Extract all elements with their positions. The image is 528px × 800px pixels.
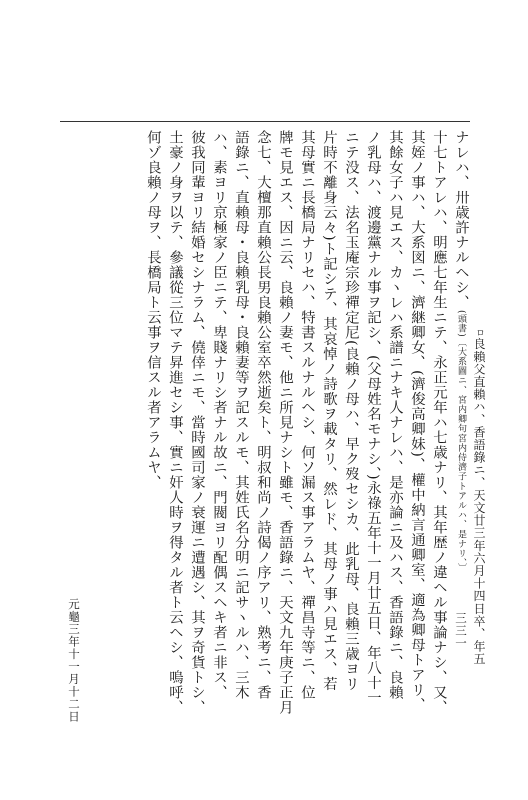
text-line-6: ニテ没ス、法名玉庵宗珍禪定尼(良賴ノ母ハ、早ク歿セシカ、此乳母、良賴三歳ヨリ — [343, 130, 359, 692]
text-line-15: 何ゾ良賴ノ母ヲ、長橋局ト云事ヲ信スル者アラムヤ、 — [145, 130, 161, 490]
text-line-7: 片時不離身云々)ト記シテ、其哀悼ノ詩歌ヲ載タリ、然レド、其母ノ事ハ見エス、若 — [321, 130, 337, 692]
text-line-12: ハ、素ヨリ京極家ノ臣ニテ、卑賤ナリシ者ナル故ニ、門閥ヨリ配偶スヘキ者ニ非ス、 — [211, 130, 227, 700]
text-line-1 — [453, 130, 469, 573]
text-line-9: 牌モ見エス、因ニ云、良賴ノ妻モ、他ニ所見ナシト雖モ、香語錄ニ、天文九年庚子正月 — [277, 130, 293, 715]
footer-date: 元龜三年十一月十二日 — [67, 598, 81, 723]
header-rule — [60, 121, 470, 122]
text-line-14: 土豪ノ身ヲ以テ、參議從三位マテ昇進セシ事、實ニ奸人時ヲ得タル者ト云ヘシ、嗚呼、 — [167, 130, 183, 715]
text-line-11: 語錄ニ、直賴母・良賴乳母・良賴妻等ヲ記スルモ、其姓氏名分明ニ記サヽルハ、三木 — [233, 130, 249, 700]
annotation-line — [472, 328, 485, 665]
text-line-5: ノ乳母ハ、渡邊黨ナル事ヲ記シ、(父母姓名モナシ、)永祿五年十一月廿五日、年八十一 — [365, 130, 381, 706]
annotation-mark: ロ — [474, 328, 484, 338]
text-line-1-main: ナレハ、卅歳許ナルヘシ、 — [453, 130, 469, 310]
annotation-text: 良賴父直賴ハ、香語錄ニ、天文廿三年六月十四日卒、年五 — [472, 337, 486, 666]
head-note: (頭書)〔大系圖ニ、宮内卿句宮内侍濟子トアルハ、是ナリ、〕 — [456, 310, 466, 573]
text-line-8: 其母實ニ長橋局ナリセハ、特書スルナルヘシ、何ソ漏ス事アラムヤ、禪昌寺等ニ、位 — [299, 130, 315, 700]
text-line-3: 其姪ノ事ハ、大系図ニ、濟継卿女、(濟俊高卿妹)、權中納言通卿室、適為卿母トアリ、 — [409, 130, 425, 713]
page-number: 三三一 — [454, 612, 468, 650]
text-line-10: 念七、大檀那直賴公長男良賴公室卒然逝矣ト、明叔和尚ノ詩偈ノ序アリ、熟考ニ、香 — [255, 130, 271, 700]
text-line-2: 十七トアレハ、明應七年生ニテ、永正元年ハ七歳ナリ、其年歴ノ違ヘル事論ナシ、又、 — [431, 130, 447, 715]
text-line-4: 其餘女子ハ見エス、カヽレハ系譜ニナキ人ナレハ、是亦論ニ及ハス、香語錄ニ、良賴 — [387, 130, 403, 700]
text-line-13: 彼我同輩ヨリ結婚セシナラム、僥倖ニモ、當時國司家ノ衰運ニ遭遇シ、其ヲ奇貨トシ、 — [189, 130, 205, 715]
